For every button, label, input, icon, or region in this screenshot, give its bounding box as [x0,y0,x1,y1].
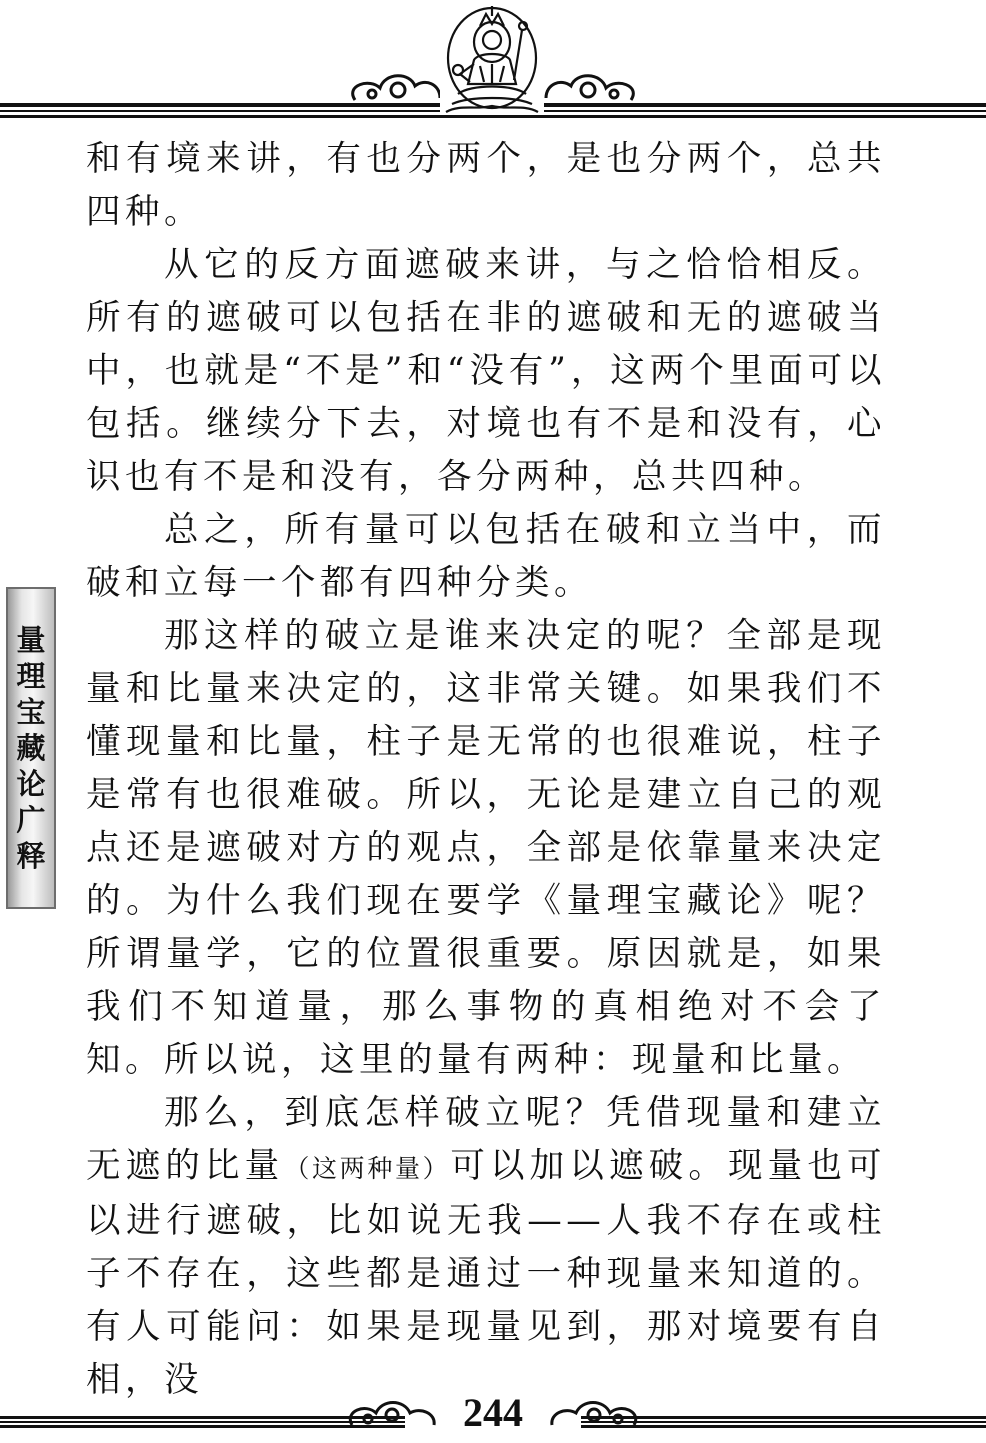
inline-note: （这两种量） [284,1154,451,1183]
body-text [86,133,886,1407]
deity-figure-icon [440,6,544,113]
side-tab-char: 广 [16,803,46,837]
side-tab-char: 量 [16,623,46,657]
cloud-ornament-right-icon [546,76,633,100]
header-ornament [0,0,986,125]
paragraph: 从它的反方面遮破来讲，与之恰恰相反。所有的遮破可以包括在非的遮破和无的遮破当中，也就是“不是”和“没有”，这两个里面可以包括。继续分下去，对境也有不是和没有，心识也有不是和没有，各分两种，总共四种。 [86,245,886,497]
side-tab-book-title [6,587,56,909]
paragraph-last [86,1087,886,1407]
paragraph: 总之，所有量可以包括在破和立当中，而破和立每一个都有四种分类。 [86,510,886,603]
side-tab-char: 释 [16,839,46,873]
cloud-ornament-left-icon [353,76,440,100]
paragraph: 和有境来讲，有也分两个，是也分两个，总共四种。 [86,139,886,232]
paragraph: 那这样的破立是谁来决定的呢？全部是现量和比量来决定的，这非常关键。如果我们不懂现量和比量，柱子是无常的也很难说，柱子是常有也很难破。所以，无论是建立自己的观点还是遮破对方的观点，全部是依靠量来决定的。为什么我们现在要学《量理宝藏论》呢？所谓量学，它的位置很重要。原因就是，如果我们不知道量，那么事物的真相绝对不会了知。所以说，这里的量有两种：现量和比量。 [86,616,886,1080]
side-tab-char: 论 [16,767,46,801]
side-tab-char: 藏 [16,731,46,765]
paragraph-text: 那么，到底怎样破立呢？凭借现量和建立无遮的比量 [86,1093,886,1186]
paragraph-text: 可以加以遮破。现量也可以进行遮破，比如说无我——人我不存在或柱子不存在，这些都是通过一种现量来知道的。有人可能问：如果是现量见到，那对境要有自相，没 [86,1146,887,1400]
side-tab-char: 宝 [16,695,46,729]
page-number: 244 [463,1390,523,1435]
side-tab-char: 理 [16,659,46,693]
